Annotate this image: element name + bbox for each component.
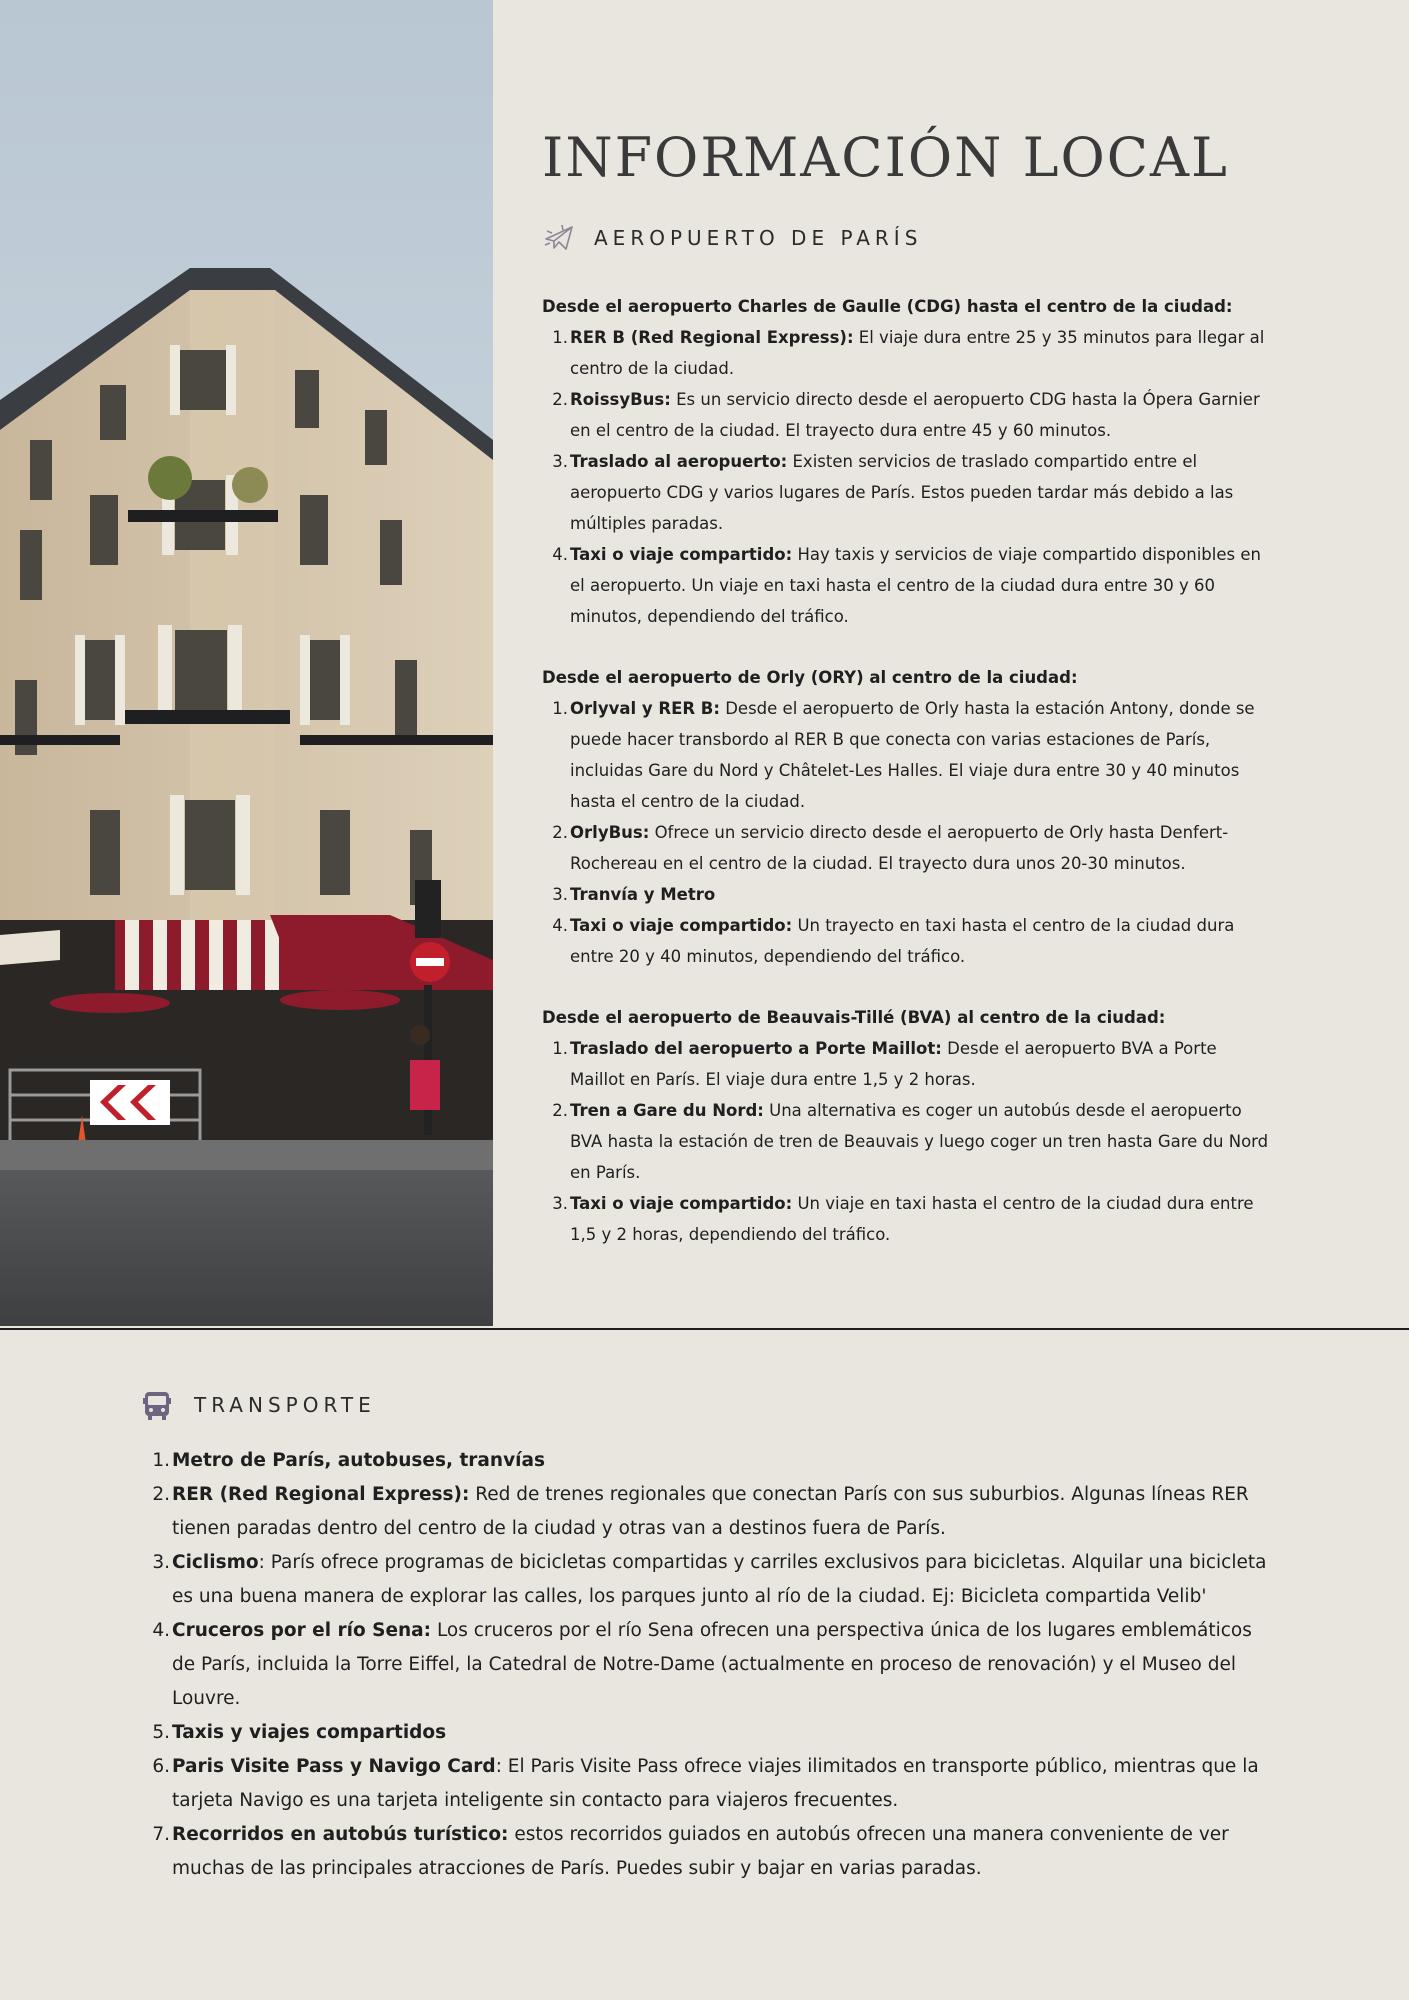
list-item: 2. Tren a Gare du Nord: Una alternativa es coger un autobús desde el aeropuerto BVA hasta la estación de tren de Beauvais y luego coger un tren hasta Gare du Nord en París. — [552, 1100, 1269, 1182]
list-item: 2. OrlyBus: Ofrece un servicio directo desde el aeropuerto de Orly hasta Denfert-Rochereau en el centro de la ciudad. El trayecto dura unos 20-30 minutos. — [552, 822, 1229, 873]
right-column — [542, 126, 1272, 1250]
list-item: 4. Taxi o viaje compartido: Hay taxis y servicios de viaje compartido disponibles en el aeropuerto. Un viaje en taxi hasta el centro de la ciudad dura entre 30 y 60 minutos, dependiendo del tráfico. — [552, 544, 1261, 626]
page-title: INFORMACIÓN LOCAL — [542, 126, 1229, 189]
paris-building-photo — [0, 0, 493, 1326]
bus-icon — [140, 1388, 174, 1422]
section-divider — [0, 1328, 1409, 1330]
list-item: 5. Taxis y viajes compartidos — [152, 1722, 447, 1743]
transport-list — [140, 1444, 1270, 1886]
ory-group — [542, 662, 1272, 972]
list-item: 4. Cruceros por el río Sena: Los cruceros por el río Sena ofrecen una perspectiva única de los lugares emblemáticos de París, incluida la Torre Eiffel, la Catedral de Notre-Dame (actualmente en proceso de renovación) y el Museo del Louvre. — [152, 1620, 1252, 1709]
list-item: 4. Taxi o viaje compartido: Un trayecto en taxi hasta el centro de la ciudad dura entre 20 y 40 minutos, dependiendo del tráfico. — [552, 915, 1235, 966]
list-item: 1. RER B (Red Regional Express): El viaje dura entre 25 y 35 minutos para llegar al centro de la ciudad. — [552, 327, 1265, 378]
list-item: 2. RER (Red Regional Express): Red de trenes regionales que conectan París con sus suburbios. Algunas líneas RER tienen paradas dentro del centro de la ciudad y otras van a destinos fuera de París. — [152, 1484, 1249, 1539]
bva-group-title: Desde el aeropuerto de Beauvais-Tillé (BVA) al centro de la ciudad: — [542, 1007, 1166, 1027]
list-item: 7. Recorridos en autobús turístico: estos recorridos guiados en autobús ofrecen una manera conveniente de ver muchas de las principales atracciones de París. Puedes subir y bajar en varias paradas. — [152, 1824, 1229, 1879]
cdg-group — [542, 291, 1272, 632]
list-item: 3. Ciclismo: París ofrece programas de bicicletas compartidas y carriles exclusivos para bicicletas. Alquilar una bicicleta es una buena manera de explorar las calles, los parques junto al río de la ciudad. Ej: Bicicleta compartida Velib' — [152, 1552, 1267, 1607]
transport-section-title: TRANSPORTE — [194, 1393, 376, 1417]
cdg-list — [542, 322, 1272, 632]
airport-section-header — [542, 221, 1272, 255]
ory-group-title: Desde el aeropuerto de Orly (ORY) al centro de la ciudad: — [542, 667, 1078, 687]
list-item: 3. Traslado al aeropuerto: Existen servicios de traslado compartido entre el aeropuerto CDG y varios lugares de París. Estos pueden tardar más debido a las múltiples paradas. — [552, 451, 1234, 533]
airport-section-title: AEROPUERTO DE PARÍS — [594, 225, 923, 250]
cdg-group-title: Desde el aeropuerto Charles de Gaulle (CDG) hasta el centro de la ciudad: — [542, 296, 1233, 316]
list-item: 6. Paris Visite Pass y Navigo Card: El Paris Visite Pass ofrece viajes ilimitados en transporte público, mientras que la tarjeta Navigo es una tarjeta inteligente sin contacto para viajeros frecuentes. — [152, 1756, 1259, 1811]
transport-section-header — [140, 1388, 1270, 1422]
ory-list — [542, 693, 1272, 972]
list-item: 3. Tranvía y Metro — [552, 884, 716, 904]
bva-group — [542, 1002, 1272, 1250]
plane-icon — [542, 221, 576, 255]
list-item: 2. RoissyBus: Es un servicio directo desde el aeropuerto CDG hasta la Ópera Garnier en el centro de la ciudad. El trayecto dura entre 45 y 60 minutos. — [552, 389, 1260, 440]
list-item: 1. Traslado del aeropuerto a Porte Maillot: Desde el aeropuerto BVA a Porte Maillot en París. El viaje dura entre 1,5 y 2 horas. — [552, 1038, 1217, 1089]
list-item: 1. Orlyval y RER B: Desde el aeropuerto de Orly hasta la estación Antony, donde se puede hacer transbordo al RER B que conecta con varias estaciones de París, incluidas Gare du Nord y Châtelet-Les Halles. El viaje dura entre 30 y 40 minutos hasta el centro de la ciudad. — [552, 698, 1255, 811]
bva-list — [542, 1033, 1272, 1250]
list-item: 3. Taxi o viaje compartido: Un viaje en taxi hasta el centro de la ciudad dura entre 1,5 y 2 horas, dependiendo del tráfico. — [552, 1193, 1254, 1244]
transport-section — [140, 1388, 1270, 1886]
list-item: 1. Metro de París, autobuses, tranvías — [152, 1450, 545, 1471]
